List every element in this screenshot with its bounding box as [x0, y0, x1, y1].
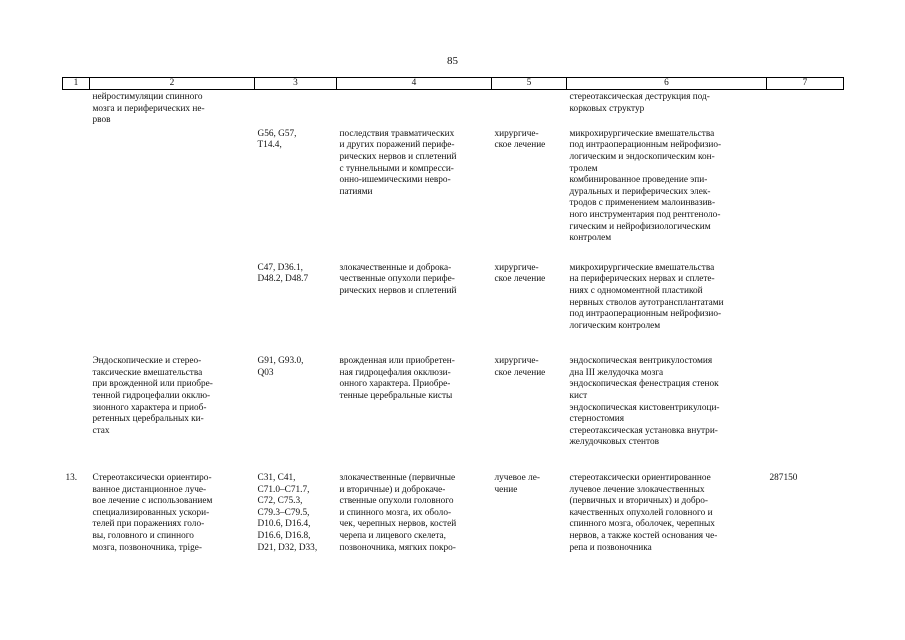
column-header: 4: [337, 78, 492, 90]
diagnosis-codes: [255, 90, 337, 127]
page-number: 85: [447, 55, 458, 67]
condition-description: злокачественные (первичные и вторичные) и доброкаче- ственные опухоли головного и спинного мозга, их оболо- чек, черепных нервов, костей черепа и лицевого скелета, позвоночника, мягких покро-: [339, 473, 457, 553]
cost-value: [767, 90, 844, 127]
treatment-type: хирургиче- ское лечение: [494, 356, 546, 378]
cost-value: [767, 261, 844, 333]
condition-description: злокачественные и доброка- чественные опухоли перифе- рических нервов и сплетений: [339, 262, 457, 296]
table-row: [63, 471, 844, 554]
column-header: 1: [63, 78, 90, 90]
condition-description: последствия травматических и других поражений перифе- рических нервов и сплетений с туннельными и компресси- онно-ишемическими невро- патиями: [339, 128, 457, 197]
cost-value: [767, 354, 844, 449]
column-header: 2: [90, 78, 255, 90]
row-spacer: [63, 245, 844, 261]
cost-value: [767, 127, 844, 245]
column-header: 5: [492, 78, 567, 90]
column-header: 3: [255, 78, 337, 90]
spacer: [63, 332, 844, 354]
service-name: Стереотаксически ориентиро- ванное дистанционное луче- вое лечение с использованием специализированных ускори- телей при поражениях голо- вы, головного и спинного мозга, позвоночника, трige-: [92, 473, 213, 553]
treatment-type: хирургиче- ское лечение: [494, 128, 546, 151]
treatment-method: стереотаксическая деструкция под- корковых структур: [569, 92, 710, 114]
row-spacer: [63, 332, 844, 354]
row-number: [63, 90, 90, 127]
medical-services-table: [62, 77, 844, 554]
column-number-header: [63, 78, 844, 90]
table-row: [63, 261, 844, 333]
treatment-type: [492, 90, 567, 127]
spacer: [63, 245, 844, 261]
service-name: Эндоскопические и стерео- таксические вмешательства при врожденной или приобре- тенной гидроцефалии окклю- зионного характера и приоб- ретенных церебральных ки- стах: [92, 356, 213, 436]
table-row: [63, 127, 844, 245]
treatment-type: лучевое ле- чение: [494, 473, 540, 495]
row-number: [63, 261, 90, 333]
diagnosis-codes: C31, C41, C71.0–C71.7, C72, C75.3, C79.3–C79.5, D10.6, D16.4, D16.6, D16.8, D21, D32, D33,: [257, 473, 318, 553]
row-number: [63, 354, 90, 449]
treatment-method: эндоскопическая вентрикулостомия дна III желудочка мозга эндоскопическая фенестрация стенок кист эндоскопическая кистовентрикулоци- стерностомия стереотаксическая установка внутри- желудочковых стентов: [569, 356, 720, 448]
service-name: нейростимуляции спинного мозга и периферических не- рвов: [92, 92, 205, 126]
treatment-method: стереотаксически ориентированное лучевое лечение злокачественных (первичных и вторичных) и добро- качественных опухолей головного и спинного мозга, оболочек, черепных нервов, а также костей основания че- репа и позвоночника: [569, 473, 718, 553]
service-name: [90, 127, 255, 245]
diagnosis-codes: C47, D36.1, D48.2, D48.7: [257, 262, 309, 285]
row-number: [63, 127, 90, 245]
column-header: 7: [767, 78, 844, 90]
table-row: [63, 90, 844, 127]
diagnosis-codes: G91, G93.0, Q03: [257, 356, 304, 378]
treatment-method: микрохирургические вмешательства под интраоперационным нейрофизио- логическим и эндоскопическим кон- тролем комбинированное проведение эпи- дуральных и периферических элек- тродов с применением малоинвазив- ного инструментария под рентгеноло- гическим и нейрофизиологическим контролем: [569, 128, 722, 244]
column-header: 6: [567, 78, 767, 90]
row-spacer: [63, 449, 844, 471]
treatment-method: микрохирургические вмешательства на периферических нервах и сплете- ниях с одномоментной пластикой нервных стволов аутотрансплантатами под интраоперационным нейрофизио- логическим контролем: [569, 262, 724, 331]
diagnosis-codes: G56, G57, T14.4,: [257, 128, 297, 151]
condition-description: [337, 90, 492, 127]
table-row: [63, 354, 844, 449]
row-number: 13.: [65, 473, 78, 484]
condition-description: врожденная или приобретен- ная гидроцефалия окклюзи- онного характера. Приобре- тенные церебральные кисты: [339, 356, 455, 402]
spacer: [63, 449, 844, 471]
treatment-type: хирургиче- ское лечение: [494, 262, 546, 285]
cost-value: 287150: [769, 473, 798, 484]
service-name: [90, 261, 255, 333]
